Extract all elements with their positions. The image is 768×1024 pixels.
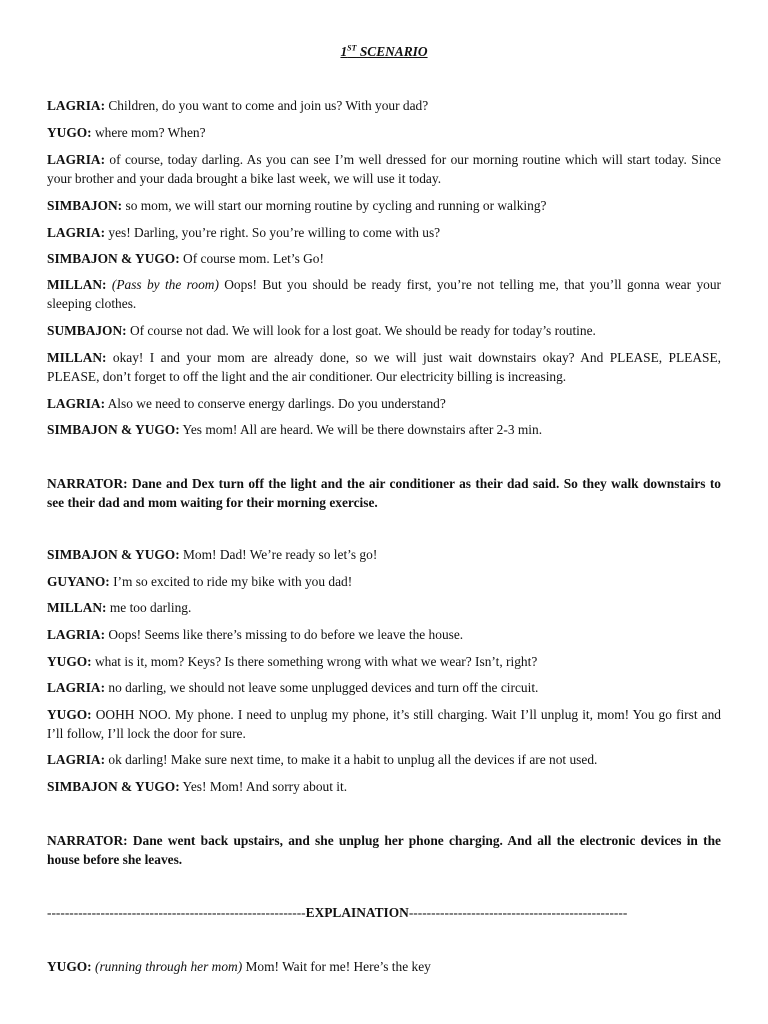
dialogue-text: Mom! Dad! We’re ready so let’s go! <box>179 547 378 562</box>
explanation-divider <box>47 903 721 922</box>
dialogue-line <box>47 96 721 115</box>
speaker-name: SIMBAJON & YUGO: <box>47 547 180 562</box>
dialogue-line <box>47 348 721 386</box>
dialogue-text: Children, do you want to come and join us? With your dad? <box>105 98 429 113</box>
speaker-name: MILLAN: <box>47 600 107 615</box>
narrator-paragraph: NARRATOR: Dane went back upstairs, and she unplug her phone charging. And all the electronic devices in the house before she leaves. <box>47 833 721 867</box>
dialogue-line <box>47 275 721 313</box>
speaker-name: LAGRIA: <box>47 627 106 642</box>
dialogue-line <box>47 625 721 644</box>
dialogue-line <box>47 678 721 697</box>
dialogue-text: so mom, we will start our morning routine by cycling and running or walking? <box>122 198 547 213</box>
speaker-name: YUGO: <box>47 707 92 722</box>
dialogue-line <box>47 196 721 215</box>
dialogue-text: Oops! Seems like there’s missing to do before we leave the house. <box>105 627 464 642</box>
dialogue-text: Yes mom! All are heard. We will be there downstairs after 2-3 min. <box>179 422 543 437</box>
dialogue-text: Of course mom. Let’s Go! <box>179 251 324 266</box>
speaker-name: SIMBAJON & YUGO: <box>47 251 180 266</box>
divider-dashes-right: ------------------------------------------------- <box>408 905 628 920</box>
speaker-name: YUGO: <box>47 654 92 669</box>
dialogue-text: Yes! Mom! And sorry about it. <box>179 779 348 794</box>
speaker-name: LAGRIA: <box>47 98 106 113</box>
dialogue-line <box>47 321 721 340</box>
divider-dashes-left: ---------------------------------------------------------- <box>47 905 306 920</box>
speaker-name: LAGRIA: <box>47 396 106 411</box>
dialogue-line <box>47 598 721 617</box>
dialogue-line <box>47 705 721 743</box>
dialogue-text: okay! I and your mom are already done, so we will just wait downstairs okay? And PLEASE, PLEASE, PLEASE, don’t forget to off the light and the air conditioner. Our electricity billing is increasing. <box>47 350 721 384</box>
divider-label: EXPLAINATION <box>305 905 409 920</box>
dialogue-line <box>47 545 721 564</box>
speaker-name: GUYANO: <box>47 574 110 589</box>
speaker-name: LAGRIA: <box>47 152 106 167</box>
dialogue-line <box>47 150 721 188</box>
dialogue-line <box>47 957 721 976</box>
dialogue-text: ok darling! Make sure next time, to make it a habit to unplug all the devices if are not used. <box>105 752 598 767</box>
dialogue-line <box>47 420 721 439</box>
page-title <box>0 42 768 61</box>
speaker-name: SIMBAJON & YUGO: <box>47 422 180 437</box>
title-text: SCENARIO <box>356 44 428 59</box>
dialogue-line <box>47 394 721 413</box>
dialogue-line <box>47 223 721 242</box>
dialogue-text: where mom? When? <box>91 125 206 140</box>
dialogue-line <box>47 750 721 769</box>
dialogue-line <box>47 777 721 796</box>
speaker-name: LAGRIA: <box>47 225 106 240</box>
narrator-paragraph: NARRATOR: Dane and Dex turn off the light and the air conditioner as their dad said. So they walk downstairs to see their dad and mom waiting for their morning exercise. <box>47 476 721 510</box>
dialogue-text: of course, today darling. As you can see I’m well dressed for our morning routine which will start today. Since your brother and your dada brought a bike last week, we will use it today. <box>47 152 721 186</box>
dialogue-text: OOHH NOO. My phone. I need to unplug my phone, it’s still charging. Wait I’ll unplug it, mom! You go first and I’ll follow, I’ll lock the door for sure. <box>47 707 721 741</box>
dialogue-line <box>47 652 721 671</box>
speaker-name: LAGRIA: <box>47 680 106 695</box>
dialogue-text: Mom! Wait for me! Here’s the key <box>242 959 431 974</box>
dialogue-text: Oops! But you should be ready first, you’re not telling me, that you’ll gonna wear your sleeping clothes. <box>47 277 721 311</box>
speaker-name: YUGO: <box>47 959 92 974</box>
stage-direction: (Pass by the room) <box>106 277 219 292</box>
stage-direction: (running through her mom) <box>91 959 243 974</box>
speaker-name: SIMBAJON & YUGO: <box>47 779 180 794</box>
dialogue-text: me too darling. <box>106 600 192 615</box>
dialogue-text: Also we need to conserve energy darlings. Do you understand? <box>105 396 446 411</box>
speaker-name: MILLAN: <box>47 277 107 292</box>
dialogue-text: no darling, we should not leave some unplugged devices and turn off the circuit. <box>105 680 539 695</box>
dialogue-line <box>47 572 721 591</box>
speaker-name: SUMBAJON: <box>47 323 127 338</box>
speaker-name: MILLAN: <box>47 350 107 365</box>
dialogue-line <box>47 123 721 142</box>
dialogue-text: what is it, mom? Keys? Is there something wrong with what we wear? Isn’t, right? <box>91 654 538 669</box>
dialogue-text: yes! Darling, you’re right. So you’re willing to come with us? <box>105 225 441 240</box>
speaker-name: YUGO: <box>47 125 92 140</box>
speaker-name: SIMBAJON: <box>47 198 123 213</box>
speaker-name: LAGRIA: <box>47 752 106 767</box>
title-number: 1 <box>340 44 348 59</box>
dialogue-text: I’m so excited to ride my bike with you dad! <box>109 574 353 589</box>
title-superscript: ST <box>347 43 357 53</box>
dialogue-text: Of course not dad. We will look for a lost goat. We should be ready for today’s routine. <box>126 323 596 338</box>
dialogue-line <box>47 249 721 268</box>
